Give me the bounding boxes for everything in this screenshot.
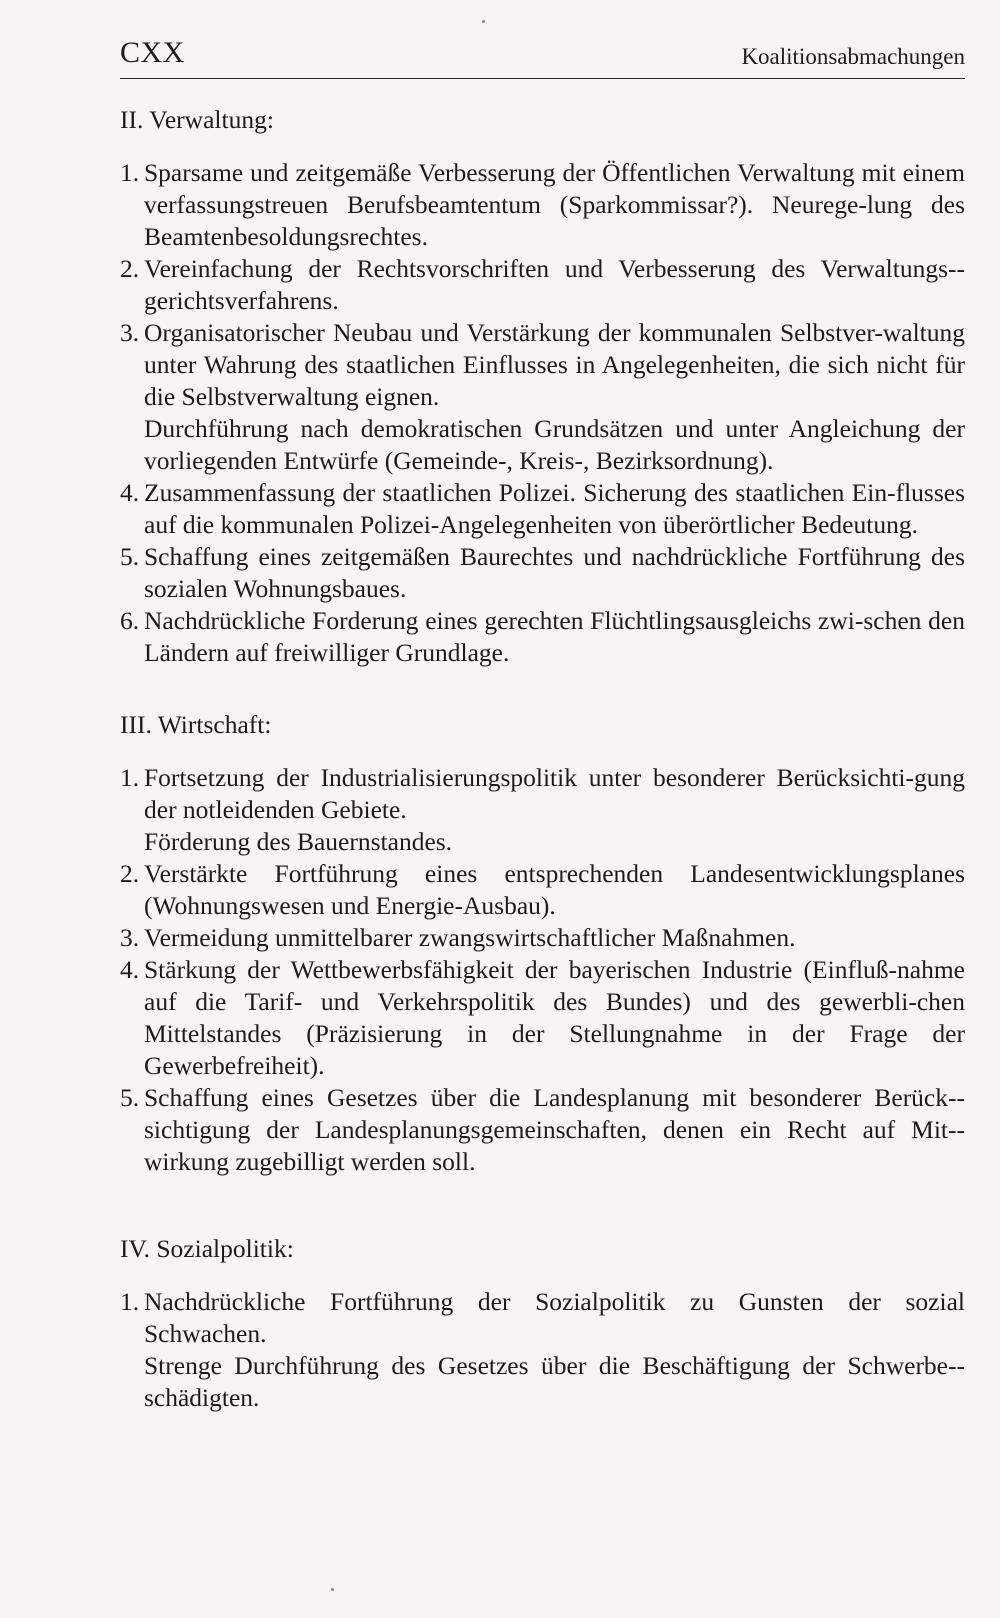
item-text: Organisatorischer Neubau und Verstärkung der kommunalen Selbstver-waltung unter Wahrung des staatlichen Einflusses in Angelegenheiten, die sich nicht für die Selbstverwaltung eignen. <box>144 318 965 411</box>
list-item <box>120 954 965 1082</box>
running-head-title: Koalitionsabmachungen <box>741 44 965 69</box>
list-item <box>120 253 965 317</box>
document-body <box>120 104 965 1454</box>
list-item <box>120 605 965 669</box>
item-text: Nachdrückliche Fortführung der Sozialpolitik zu Gunsten der sozial Schwachen. <box>144 1287 965 1348</box>
running-head <box>120 34 965 79</box>
item-text: Verstärkte Fortführung eines entsprechenden Landesentwicklungsplanes (Wohnungswesen und Energie-Ausbau). <box>144 859 965 920</box>
section-sozialpolitik <box>120 1233 965 1414</box>
list-item <box>120 317 965 477</box>
item-number: 6. <box>120 606 140 635</box>
list-item <box>120 1286 965 1414</box>
list-item <box>120 858 965 922</box>
section-heading: IV. Sozialpolitik: <box>120 1234 294 1263</box>
list-item <box>120 922 965 954</box>
item-text: Nachdrückliche Forderung eines gerechten Flüchtlingsausgleichs zwi-schen den Ländern auf freiwilliger Grundlage. <box>144 606 965 667</box>
page-number: CXX <box>120 36 185 69</box>
item-number: 2. <box>120 254 140 283</box>
list-item <box>120 541 965 605</box>
item-text: Durchführung nach demokratischen Grundsätzen und unter Angleichung der vorliegenden Entwürfe (Gemeinde-, Kreis-, Bezirksordnung). <box>144 414 965 475</box>
item-text: Strenge Durchführung des Gesetzes über die Beschäftigung der Schwerbe-schädigten. <box>144 1351 965 1412</box>
item-text: Stärkung der Wettbewerbsfähigkeit der bayerischen Industrie (Einfluß-nahme auf die Tarif- und Verkehrspolitik des Bundes) und des gewerbli-chen Mittelstandes (Präzisierung in der Stellungnahme in der Frage der Gewerbefreiheit). <box>144 955 965 1080</box>
item-text: Schaffung eines zeitgemäßen Baurechtes und nachdrückliche Fortführung des sozialen Wohnungsbaues. <box>144 542 965 603</box>
list-item <box>120 477 965 541</box>
list-item <box>120 157 965 253</box>
item-number: 5. <box>120 542 140 571</box>
section-heading: III. Wirtschaft: <box>120 710 272 739</box>
item-number: 3. <box>120 923 140 952</box>
list-item <box>120 762 965 858</box>
item-number: 5. <box>120 1083 140 1112</box>
section-wirtschaft <box>120 709 965 1178</box>
item-number: 2. <box>120 859 140 888</box>
section-heading: II. Verwaltung: <box>120 105 274 134</box>
item-text: Schaffung eines Gesetzes über die Landesplanung mit besonderer Berück-sichtigung der Landesplanungsgemeinschaften, denen ein Recht auf Mit-wirkung zugebilligt werden soll. <box>144 1083 965 1176</box>
item-text: Förderung des Bauernstandes. <box>144 827 453 856</box>
item-number: 4. <box>120 478 140 507</box>
item-number: 4. <box>120 955 140 984</box>
item-number: 3. <box>120 318 140 347</box>
list-item <box>120 1082 965 1178</box>
item-number: 1. <box>120 158 140 187</box>
item-number: 1. <box>120 763 140 792</box>
section-verwaltung <box>120 104 965 669</box>
item-number: 1. <box>120 1287 140 1316</box>
scan-speck <box>482 20 485 23</box>
item-text: Sparsame und zeitgemäße Verbesserung der Öffentlichen Verwaltung mit einem verfassungstreuen Berufsbeamtentum (Sparkommissar?). Neurege-lung des Beamtenbesoldungsrechtes. <box>144 158 965 251</box>
item-text: Zusammenfassung der staatlichen Polizei. Sicherung des staatlichen Ein-flusses auf die kommunalen Polizei-Angelegenheiten von überörtlicher Bedeutung. <box>144 478 965 539</box>
scan-speck <box>331 1588 334 1591</box>
item-text: Fortsetzung der Industrialisierungspolitik unter besonderer Berücksichti-gung der notleidenden Gebiete. <box>144 763 965 824</box>
item-text: Vereinfachung der Rechtsvorschriften und Verbesserung des Verwaltungs-gerichtsverfahrens. <box>144 254 965 315</box>
item-text: Vermeidung unmittelbarer zwangswirtschaftlicher Maßnahmen. <box>144 923 796 952</box>
